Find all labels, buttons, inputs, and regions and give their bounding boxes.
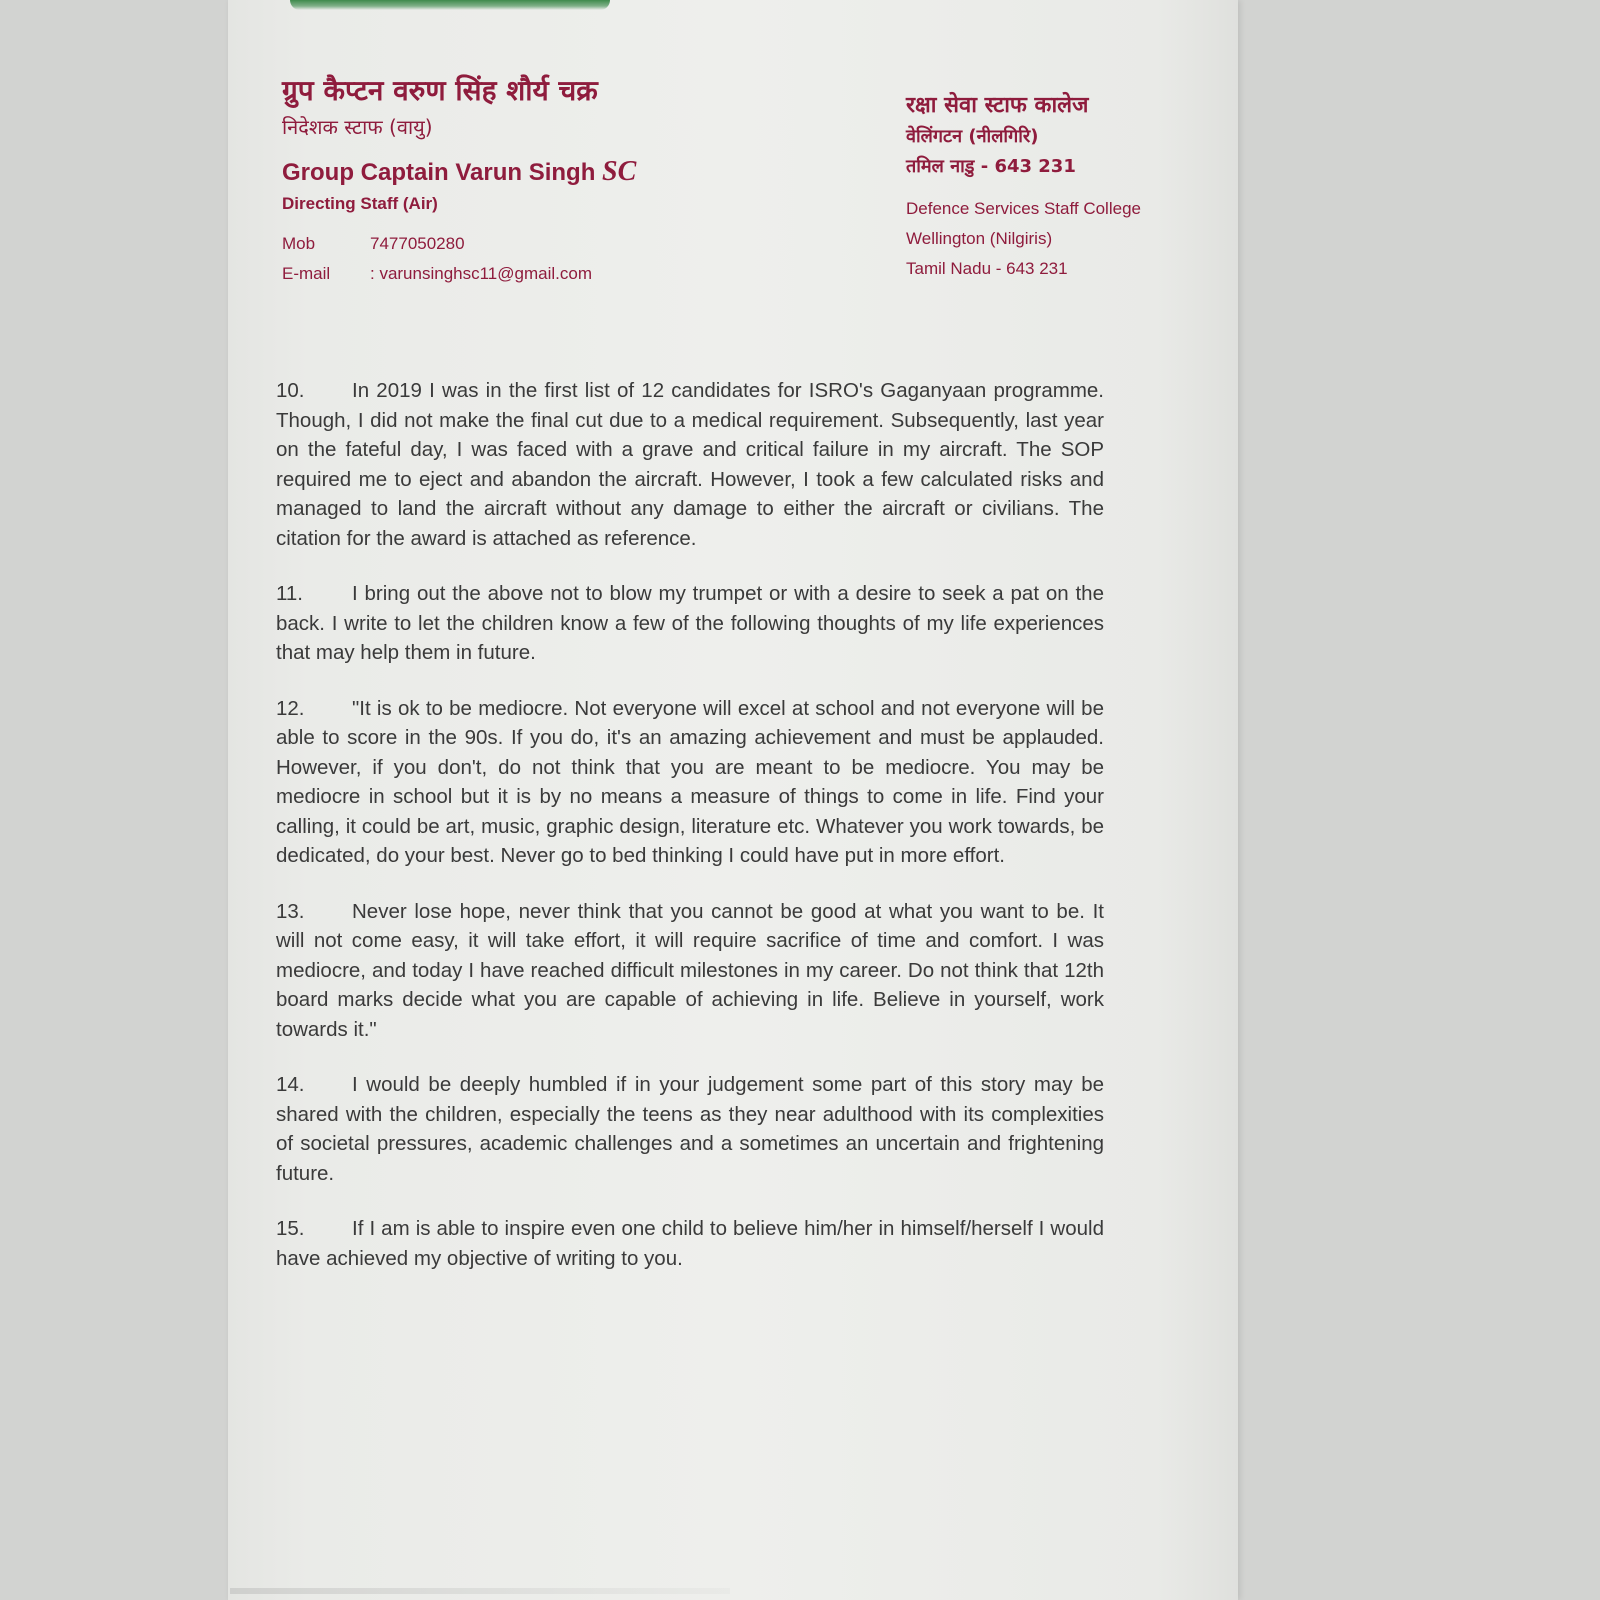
paragraph-text: "It is ok to be mediocre. Not everyone will excel at school and not everyone will be able to score in the 90s. If you do, it's an amazing achievement and must be applauded. However, if you don't, do not think that you are meant to be mediocre. You may be mediocre in school but it is by no means a measure of things to come in life. Find your calling, it could be art, music, graphic design, literature etc. Whatever you work towards, be dedicated, do your best. Never go to bed thinking I could have put in more effort.	[276, 696, 1104, 867]
paragraph-text: In 2019 I was in the first list of 12 candidates for ISRO's Gaganyaan programme. Though, I did not make the final cut due to a medical requirement. Subsequently, last year on the fateful day, I was faced with a grave and critical failure in my aircraft. The SOP required me to eject and abandon the aircraft. However, I took a few calculated risks and managed to land the aircraft without any damage to either the aircraft or civilians. The citation for the award is attached as reference.	[276, 379, 1104, 550]
paragraph-text: Never lose hope, never think that you cannot be good at what you want to be. It will not come easy, it will take effort, it will require sacrifice of time and comfort. I was mediocre, and today I have reached difficult milestones in my career. Do not think that 12th board marks decide what you are capable of achieving in life. Believe in yourself, work towards it."	[276, 899, 1104, 1041]
email-address: : varunsinghsc11@gmail.com	[370, 264, 592, 283]
hindi-sender-name: ग्रुप कैप्टन वरुण सिंह शौर्य चक्र	[282, 74, 598, 107]
hindi-sender-title: निदेशक स्टाफ (वायु)	[282, 115, 433, 139]
mobile-number: 7477050280	[370, 234, 465, 253]
paragraph-number: 14.	[276, 1073, 305, 1096]
mobile-row	[282, 229, 802, 259]
email-label: E-mail	[282, 264, 331, 283]
sender-name: Group Captain Varun Singh	[282, 159, 596, 186]
award-abbreviation: SC	[602, 156, 637, 187]
paragraph-text: I bring out the above not to blow my trumpet or with a desire to seek a pat on the back. I write to let the children know a few of the following thoughts of my life experiences that may help them in future.	[276, 582, 1104, 664]
paragraph-12	[276, 694, 1104, 871]
sender-title: Directing Staff (Air)	[282, 194, 438, 213]
college-place: Wellington (Nilgiris)	[906, 229, 1053, 248]
college-name: Defence Services Staff College	[906, 199, 1141, 218]
college-state: Tamil Nadu - 643 231	[906, 259, 1068, 278]
paragraph-number: 12.	[276, 696, 305, 720]
hindi-college-state: तमिल नाडु - 643 231	[906, 156, 1076, 177]
paragraph-10	[276, 376, 1104, 553]
paragraph-text: If I am is able to inspire even one child to believe him/her in himself/herself I would have achieved my objective of writing to you.	[276, 1217, 1104, 1270]
paragraph-13	[276, 897, 1104, 1045]
mobile-label: Mob	[282, 234, 316, 253]
paragraph-text: I would be deeply humbled if in your judgement some part of this story may be shared with the children, especially the teens as they near adulthood with its complexities of societal pressures, academic challenges and a sometimes an uncertain and frightening future.	[276, 1073, 1104, 1185]
institution-block	[906, 90, 1226, 284]
hindi-college-name: रक्षा सेवा स्टाफ कालेज	[906, 93, 1089, 118]
letter-body	[276, 376, 1104, 1299]
paragraph-number: 13.	[276, 899, 305, 923]
contact-details	[282, 229, 802, 289]
paragraph-15	[276, 1214, 1104, 1273]
paragraph-number: 15.	[276, 1217, 305, 1240]
paragraph-number: 11.	[276, 582, 303, 605]
green-folder-edge	[290, 0, 610, 10]
bleed-through-mark	[230, 1588, 730, 1594]
paragraph-number: 10.	[276, 379, 305, 402]
email-row	[282, 259, 802, 289]
english-address	[906, 194, 1226, 284]
hindi-college-place: वेलिंगटन (नीलगिरि)	[906, 126, 1039, 147]
sender-name-line	[282, 154, 802, 191]
paragraph-11	[276, 579, 1104, 668]
sender-block	[282, 72, 802, 289]
paragraph-14	[276, 1070, 1104, 1188]
